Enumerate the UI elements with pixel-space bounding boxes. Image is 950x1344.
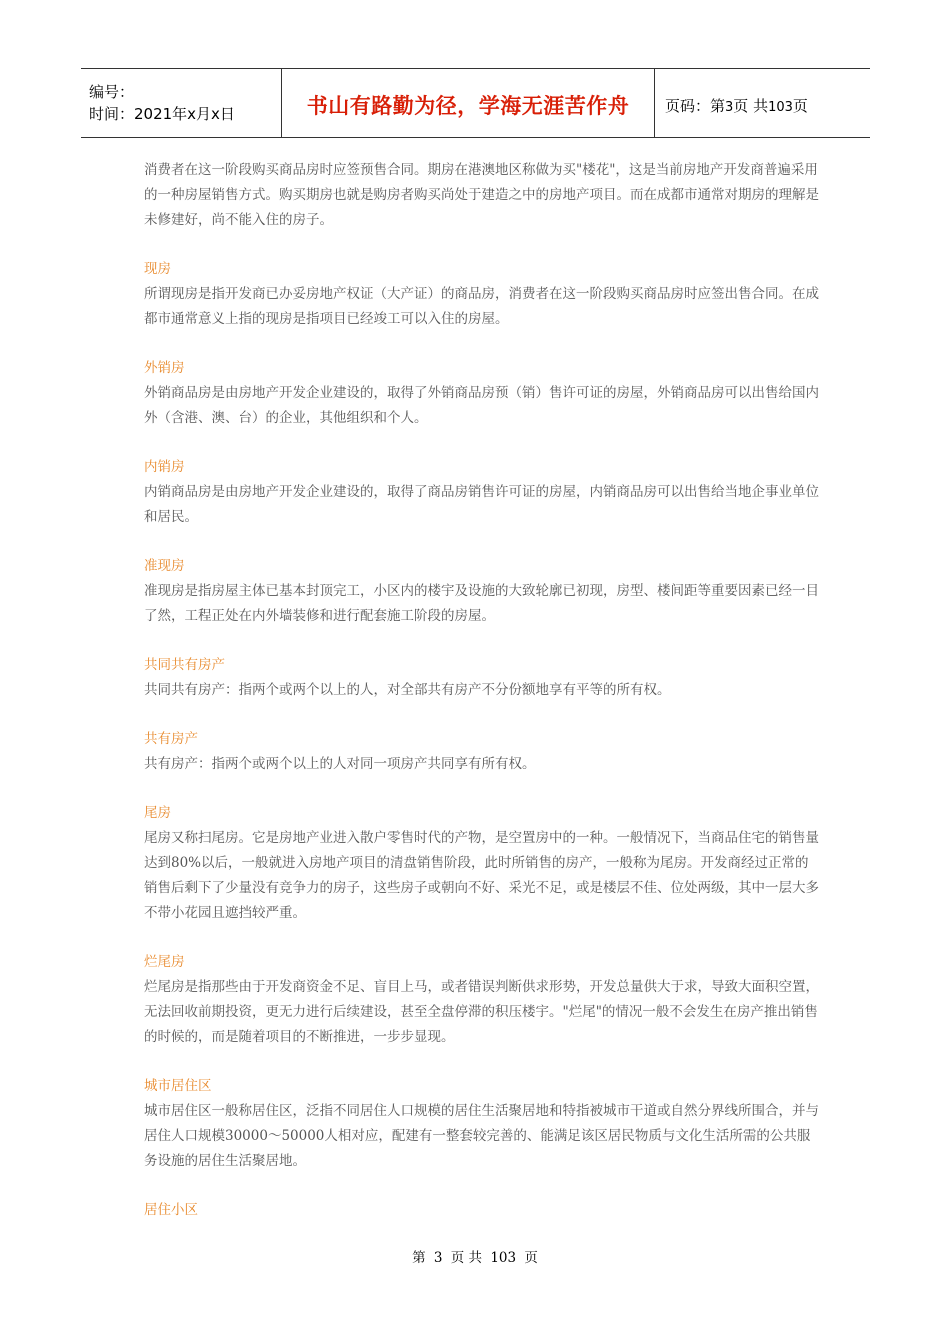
page-suffix: 页 (792, 96, 808, 115)
footer-suffix: 页 (524, 1250, 538, 1266)
term-definition: 城市居住区一般称居住区，泛指不同居住人口规模的居住生活聚居地和特指被城市干道或自然分界线所围合，并与居住人口规模30000～50000人相对应，配建有一整套较完善的、能满足该区居民物质与文化生活所需的公共服务设施的居住生活聚居地。 (144, 1103, 819, 1169)
footer-prefix: 第 (412, 1250, 426, 1266)
footer-mid: 页 共 (450, 1250, 483, 1266)
term-definition: 共有房产：指两个或两个以上的人对同一项房产共同享有所有权。 (144, 756, 536, 772)
term-heading: 内销房 (144, 459, 185, 475)
term-definition: 准现房是指房屋主体已基本封顶完工，小区内的楼宇及设施的大致轮廓已初现，房型、楼间距等重要因素已经一目了然，工程正处在内外墙装修和进行配套施工阶段的房屋。 (144, 583, 819, 624)
term-heading: 城市居住区 (144, 1078, 212, 1094)
header-page-indicator (655, 69, 870, 137)
term-definition: 所谓现房是指开发商已办妥房地产权证（大产证）的商品房，消费者在这一阶段购买商品房时应签出售合同。在成都市通常意义上指的现房是指项目已经竣工可以入住的房屋。 (144, 286, 819, 327)
term-heading: 共同共有房产 (144, 657, 225, 673)
term-heading: 准现房 (144, 558, 185, 574)
term-heading: 现房 (144, 261, 171, 277)
term-heading: 共有房产 (144, 731, 198, 747)
document-number-label: 编号： (89, 83, 135, 101)
term-definition: 共同共有房产：指两个或两个以上的人，对全部共有房产不分份额地享有平等的所有权。 (144, 682, 671, 698)
page-total: 103 (768, 99, 793, 115)
term-heading: 外销房 (144, 360, 185, 376)
page-prefix: 页码：第 (665, 96, 726, 115)
document-time-label: 时间：2021年x月x日 (89, 105, 235, 123)
term-definition: 尾房又称扫尾房。它是房地产业进入散户零售时代的产物，是空置房中的一种。一般情况下，当商品住宅的销售量达到80%以后，一般就进入房地产项目的清盘销售阶段，此时所销售的房产，一般称为尾房。开发商经过正常的销售后剩下了少量没有竞争力的房子，这些房子或朝向不好、采光不足，或是楼层不佳、位处两级，其中一层大多不带小花园且遮挡较严重。 (144, 830, 819, 921)
page-footer (0, 1246, 950, 1266)
document-body (144, 158, 820, 1223)
page-mid: 页 共 (733, 96, 769, 115)
term-definition: 内销商品房是由房地产开发企业建设的，取得了商品房销售许可证的房屋，内销商品房可以出售给当地企事业单位和居民。 (144, 484, 819, 525)
intro-paragraph: 消费者在这一阶段购买商品房时应签预售合同。期房在港澳地区称做为买"楼花"，这是当前房地产开发商普遍采用的一种房屋销售方式。购买期房也就是购房者购买尚处于建造之中的房地产项目。而在成都市通常对期房的理解是未修建好，尚不能入住的房子。 (144, 162, 819, 228)
term-heading: 居住小区 (144, 1202, 198, 1218)
header-meta (81, 69, 282, 137)
term-heading: 烂尾房 (144, 954, 185, 970)
term-heading: 尾房 (144, 805, 171, 821)
page-current: 3 (725, 99, 734, 115)
footer-current: 3 (433, 1250, 443, 1266)
footer-total: 103 (490, 1250, 517, 1266)
page-header (81, 68, 870, 138)
motto: 书山有路勤为径，学海无涯苦作舟 (306, 94, 630, 118)
header-motto-cell (282, 69, 655, 137)
term-definition: 外销商品房是由房地产开发企业建设的，取得了外销商品房预（销）售许可证的房屋，外销商品房可以出售给国内外（含港、澳、台）的企业，其他组织和个人。 (144, 385, 819, 426)
term-definition: 烂尾房是指那些由于开发商资金不足、盲目上马，或者错误判断供求形势，开发总量供大于求，导致大面积空置，无法回收前期投资，更无力进行后续建设，甚至全盘停滞的积压楼宇。"烂尾"的情况一般不会发生在房产推出销售的时候的，而是随着项目的不断推进，一步步显现。 (144, 979, 819, 1045)
